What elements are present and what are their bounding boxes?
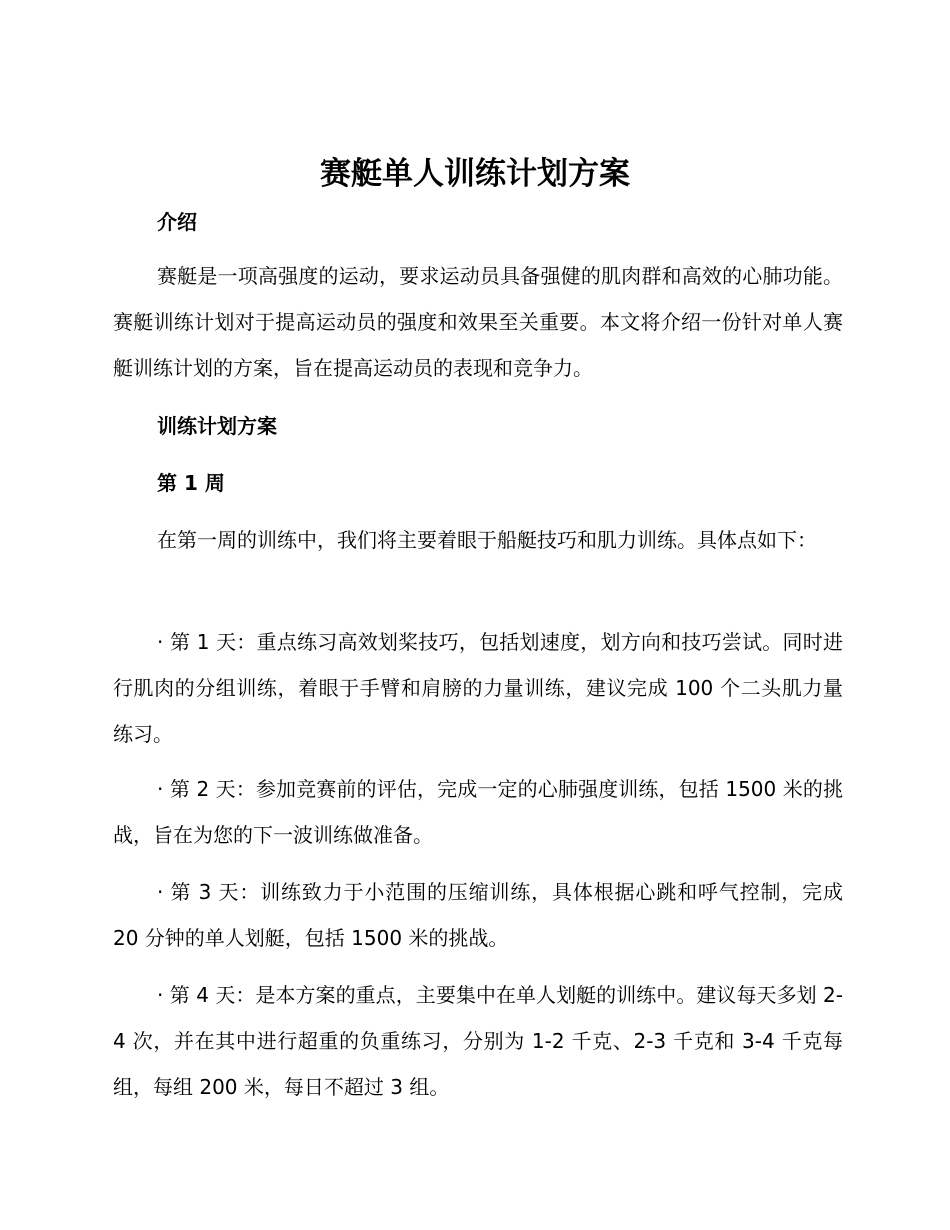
heading-intro: 介绍: [157, 210, 197, 234]
list-item-day-2: · 第 2 天：参加竞赛前的评估，完成一定的心肺强度训练，包括 1500 米的挑战，旨在为您的下一波训练做准备。: [113, 777, 843, 847]
paragraph-intro: 赛艇是一项高强度的运动，要求运动员具备强健的肌肉群和高效的心肺功能。赛艇训练计划对于提高运动员的强度和效果至关重要。本文将介绍一份针对单人赛艇训练计划的方案，旨在提高运动员的表现和竞争力。: [113, 264, 843, 380]
paragraph-week-1: 在第一周的训练中，我们将主要着眼于船艇技巧和肌力训练。具体点如下：: [157, 528, 817, 552]
list-item-day-4: · 第 4 天：是本方案的重点，主要集中在单人划艇的训练中。建议每天多划 2-4 次，并在其中进行超重的负重练习，分别为 1-2 千克、2-3 千克和 3-4 千克每组，每组 200 米，每日不超过 3 组。: [113, 983, 843, 1099]
heading-week-1: 第 1 周: [157, 471, 225, 495]
list-item-day-3: · 第 3 天：训练致力于小范围的压缩训练，具体根据心跳和呼气控制，完成 20 分钟的单人划艇，包括 1500 米的挑战。: [113, 880, 843, 950]
heading-training-plan: 训练计划方案: [157, 414, 277, 438]
document-title: 赛艇单人训练计划方案: [320, 156, 630, 192]
list-item-day-1: · 第 1 天：重点练习高效划桨技巧，包括划速度，划方向和技巧尝试。同时进行肌肉的分组训练，着眼于手臂和肩膀的力量训练，建议完成 100 个二头肌力量练习。: [113, 630, 843, 746]
